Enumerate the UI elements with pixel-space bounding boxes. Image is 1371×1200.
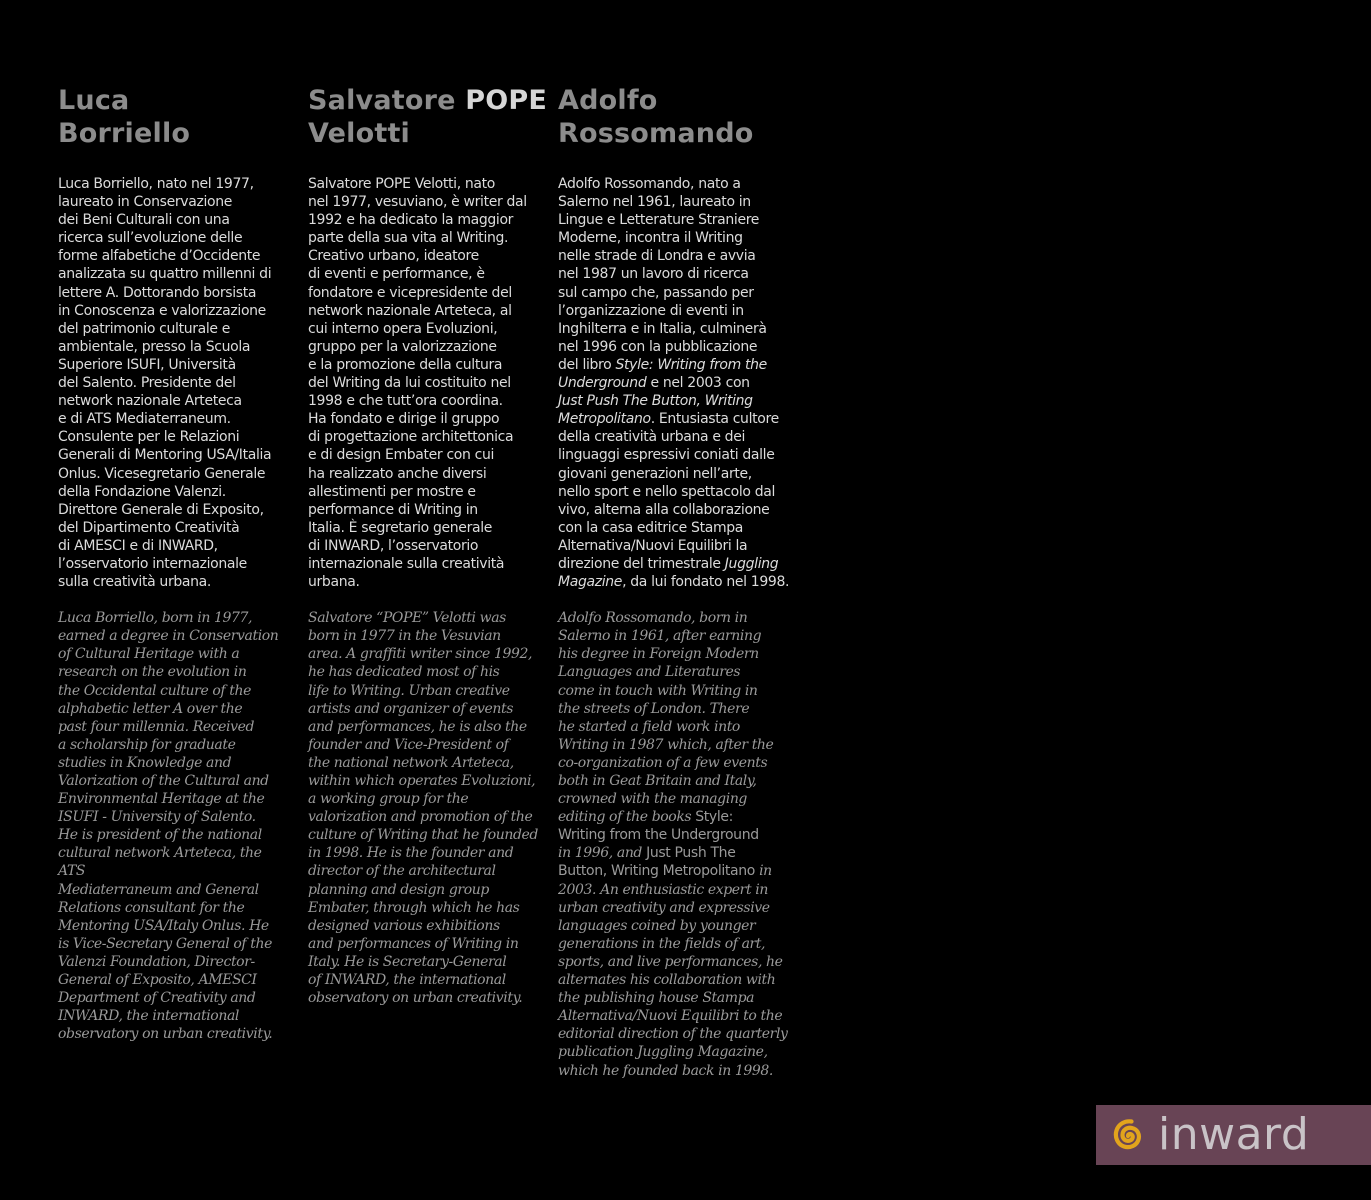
inward-logo: [1096, 1105, 1371, 1165]
bio-english: Salvatore “POPE” Velotti was born in 1977 in the Vesuvian area. A graffiti writer since 1992, he has dedicated most of his life to Writing. Urban creative artists and organizer of events and performances, he is also the founder and Vice-President of the national network Arteteca, within which operates Evoluzioni, a working group for the valorization and promotion of the culture of Writing that he founded in 1998. He is the founder and director of the architectural planning and design group Embater, through which he has designed various exhibitions and performances of Writing in Italy. He is Secretary-General of INWARD, the international observatory on urban creativity.: [308, 610, 538, 1007]
bio-english: Luca Borriello, born in 1977, earned a degree in Conservation of Cultural Heritage with a research on the evolution in the Occidental culture of the alphabetic letter A over the past four millennia. Received a scholarship for graduate studies in Knowledge and Valorization of the Cultural and Environmental Heritage at the ISUFI - University of Salento. He is president of the national cultural network Arteteca, the ATS Mediaterraneum and General Relations consultant for the Mentoring USA/Italy Onlus. He is Vice-Secretary General of the Valenzi Foundation, Director- General of Exposito, AMESCI Department of Creativity and INWARD, the international observatory on urban creativity.: [58, 610, 279, 1043]
bio-english: Adolfo Rossomando, born in Salerno in 1961, after earning his degree in Foreign Modern Languages and Literatures come in touch with Writing in the streets of London. There he started a field work into Writing in 1987 which, after the co-organization of a few events both in Geat Britain and Italy, crowned with the managing editing of the books Style: Writing from the Underground in 1996, and Just Push The Button, Writing Metropolitano in 2003. An enthusiastic expert in urban creativity and expressive languages coined by younger generations in the fields of art, sports, and live performances, he alternates his collaboration with the publishing house Stampa Alternativa/Nuovi Equilibri to the editorial direction of the quarterly publication Juggling Magazine, which he founded back in 1998.: [558, 610, 788, 1079]
bio-column-luca-borriello: [58, 84, 290, 1043]
person-name: [308, 84, 548, 150]
name-line-1: [308, 84, 548, 117]
name-line-2: Borriello: [58, 118, 191, 149]
name-line-1: Adolfo: [558, 85, 658, 116]
spiral-icon: [1108, 1115, 1148, 1155]
book-title: Juggling: [724, 555, 779, 572]
book-title: Writing from the Underground: [558, 827, 759, 844]
person-name: [58, 84, 290, 150]
logo-wordmark: inward: [1158, 1109, 1310, 1160]
book-title: Style:: [695, 809, 734, 826]
bio-italian: Adolfo Rossomando, nato a Salerno nel 1961, laureato in Lingue e Letterature Straniere Moderne, incontra il Writing nelle strade di Londra e avvia nel 1987 un lavoro di ricerca sul campo che, passando per l’organizzazione di eventi in Inghilterra e in Italia, culminerà nel 1996 con la pubblicazione del libro Style: Writing from the Underground e nel 2003 con Just Push The Button, Writing Metropolitano. Entusiasta cultore della creatività urbana e dei linguaggi espressivi coniati dalle giovani generazioni nell’arte, nello sport e nello spettacolo dal vivo, alterna alla collaborazione con la casa editrice Stampa Alternativa/Nuovi Equilibri la direzione del trimestrale Juggling Magazine, da lui fondato nel 1998.: [558, 176, 790, 591]
name-line-2: Rossomando: [558, 118, 754, 149]
name-line-2: Velotti: [308, 118, 411, 149]
book-title: Magazine: [558, 574, 623, 591]
nickname: POPE: [465, 85, 548, 116]
book-title: Metropolitano: [558, 411, 651, 428]
person-name: [558, 84, 790, 150]
bio-column-adolfo-rossomando: [558, 84, 790, 1080]
book-title: Just Push The: [646, 845, 736, 862]
book-title: Just Push The Button, Writing: [558, 393, 753, 410]
bio-italian: Luca Borriello, nato nel 1977, laureato in Conservazione dei Beni Culturali con una ricerca sull’evoluzione delle forme alfabetiche d’Occidente analizzata su quattro millenni di lettere A. Dottorando borsista in Conoscenza e valorizzazione del patrimonio culturale e ambientale, presso la Scuola Superiore ISUFI, Università del Salento. Presidente del network nazionale Arteteca e di ATS Mediaterraneum. Consulente per le Relazioni Generali di Mentoring USA/Italia Onlus. Vicesegretario Generale della Fondazione Valenzi. Direttore Generale di Exposito, del Dipartimento Creatività di AMESCI e di INWARD, l’osservatorio internazionale sulla creatività urbana.: [58, 176, 272, 591]
book-title: Style: Writing from the: [615, 356, 767, 373]
name-line-1: Luca: [58, 85, 130, 116]
bio-italian: Salvatore POPE Velotti, nato nel 1977, vesuviano, è writer dal 1992 e ha dedicato la maggior parte della sua vita al Writing. Creativo urbano, ideatore di eventi e performance, è fondatore e vicepresidente del network nazionale Arteteca, al cui interno opera Evoluzioni, gruppo per la valorizzazione e la promozione della cultura del Writing da lui costituito nel 1998 e che tutt’ora coordina. Ha fondato e dirige il gruppo di progettazione architettonica e di design Embater con cui ha realizzato anche diversi allestimenti per mostre e performance di Writing in Italia. È segretario generale di INWARD, l’osservatorio internazionale sulla creatività urbana.: [308, 176, 527, 591]
bio-column-salvatore-pope-velotti: [308, 84, 548, 1007]
book-title: Underground: [558, 375, 647, 392]
first-name: Salvatore: [308, 85, 466, 116]
book-title: Button, Writing Metropolitano: [558, 863, 756, 880]
